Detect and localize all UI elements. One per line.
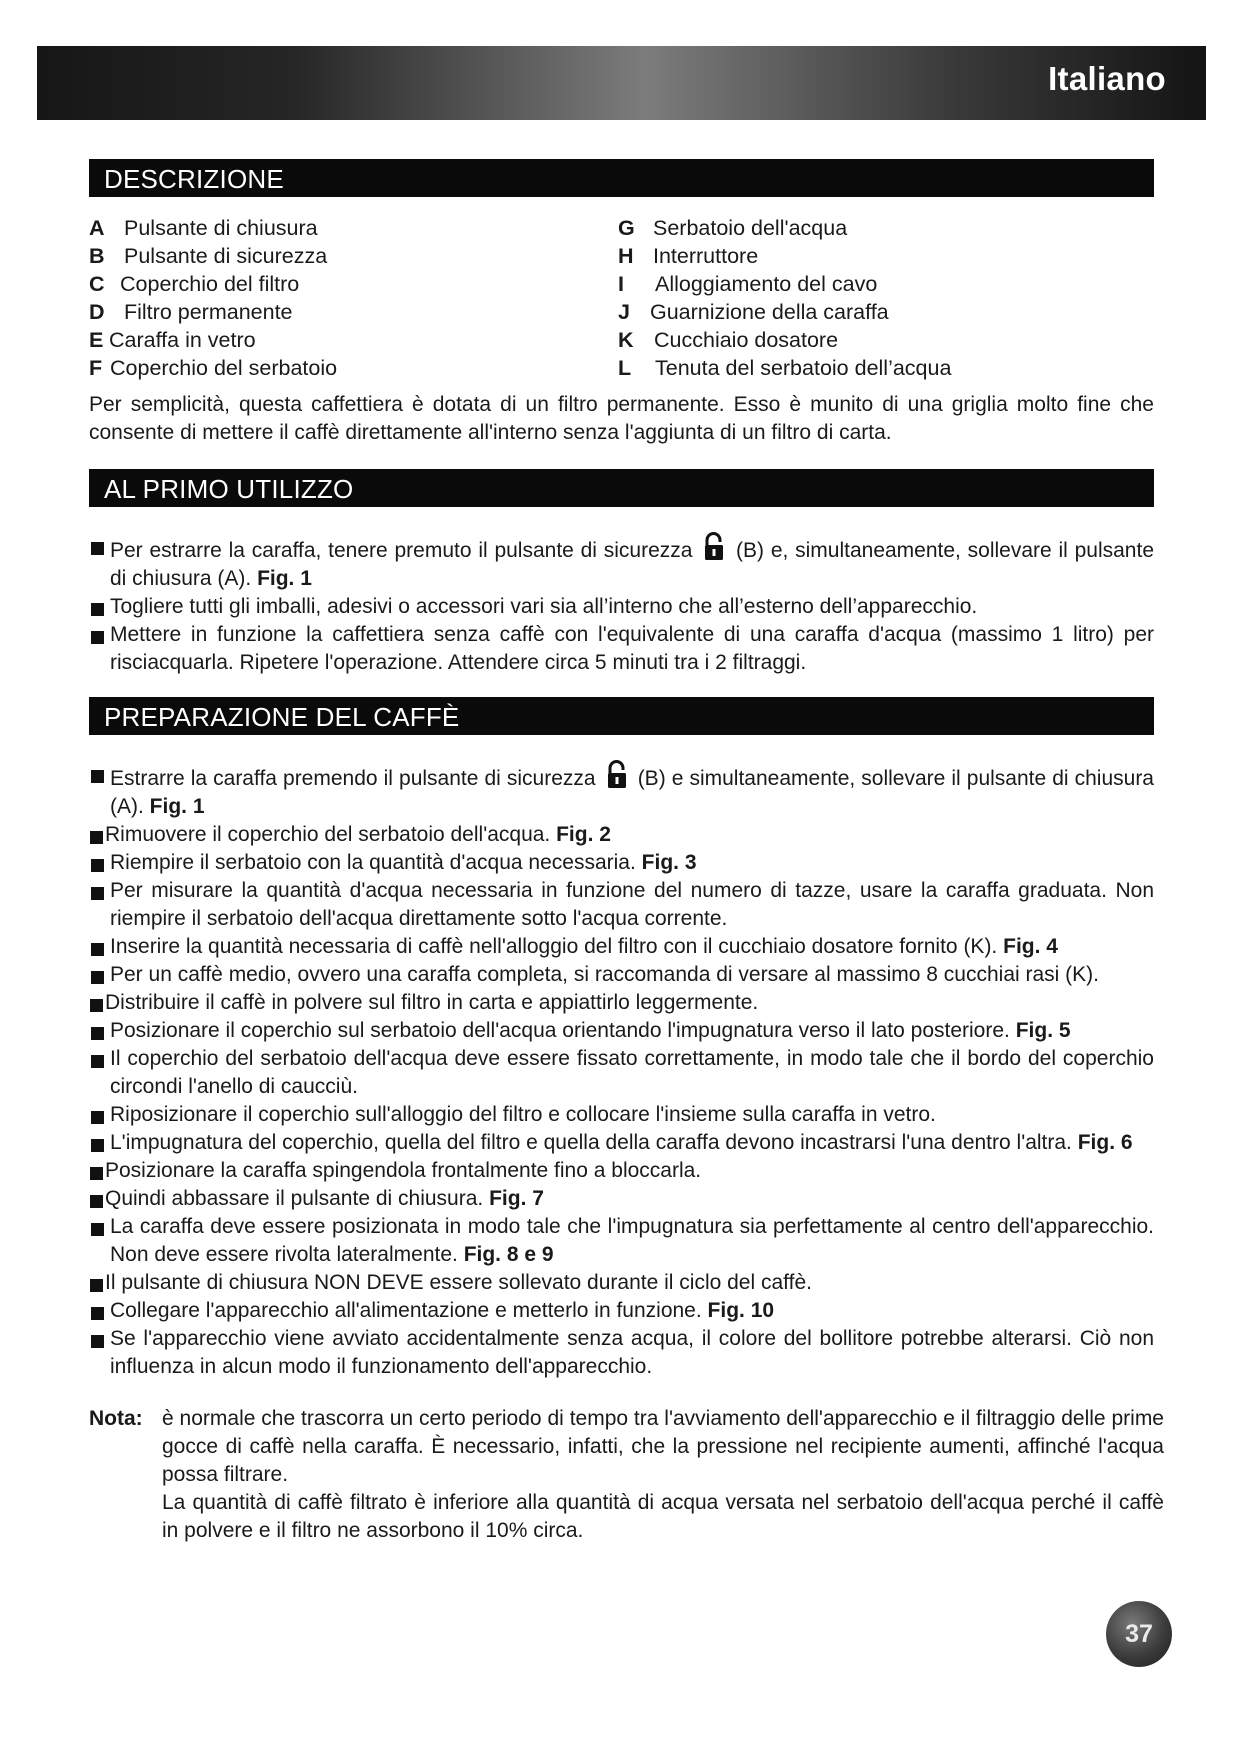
part-letter: I <box>618 272 624 296</box>
note-block <box>89 1405 1164 1545</box>
part-letter: C <box>89 272 105 296</box>
part-label: Serbatoio dell'acqua <box>653 216 848 240</box>
unlock-icon <box>703 532 725 562</box>
bullet-square <box>91 1111 104 1124</box>
bullet-square <box>90 999 103 1012</box>
bullet-square <box>91 1139 104 1152</box>
part-label: Tenuta del serbatoio dell’acqua <box>655 356 952 380</box>
list-item: Se l'apparecchio viene avviato accidentalmente senza acqua, il colore del bollitore potrebbe alterarsi. Ciò non influenza in alcun modo il funzionamento dell'apparecchio. <box>89 1325 1154 1381</box>
intro-paragraph: Per semplicità, questa caffettiera è dotata di un filtro permanente. Esso è munito di una griglia molto fine che consente di mettere il caffè direttamente all'interno senza l'aggiunta di un filtro di carta. <box>89 393 1154 444</box>
list-item: Estrarre la caraffa premendo il pulsante di sicurezza (B) e simultaneamente, sollevare il pulsante di chiusura (A). Fig. 1 <box>89 760 1154 821</box>
parts-list-right <box>618 214 951 382</box>
list-item: Riempire il serbatoio con la quantità d'acqua necessaria. Fig. 3 <box>89 849 1154 877</box>
part-item <box>618 242 951 270</box>
bullet-square <box>91 631 104 644</box>
list-item: Posizionare il coperchio sul serbatoio dell'acqua orientando l'impugnatura verso il lato posteriore. Fig. 5 <box>89 1017 1154 1045</box>
part-item <box>618 354 951 382</box>
page-number: 37 <box>1106 1601 1172 1667</box>
part-letter: G <box>618 216 635 240</box>
part-label: Alloggiamento del cavo <box>655 272 878 296</box>
bullet-square <box>90 1167 103 1180</box>
part-label: Coperchio del filtro <box>120 272 300 296</box>
part-item <box>89 214 337 242</box>
bullet-square <box>91 1055 104 1068</box>
figure-ref: Fig. 1 <box>149 795 205 818</box>
part-letter: H <box>618 244 634 268</box>
part-letter: F <box>89 356 103 380</box>
part-letter: L <box>618 356 632 380</box>
part-item <box>89 298 337 326</box>
bullet-square <box>91 859 104 872</box>
part-label: Coperchio del serbatoio <box>110 356 338 380</box>
note-body <box>162 1405 1164 1545</box>
list-item: Collegare l'apparecchio all'alimentazione e metterlo in funzione. Fig. 10 <box>89 1297 1154 1325</box>
list-item: Riposizionare il coperchio sull'alloggio del filtro e collocare l'insieme sulla caraffa in vetro. <box>89 1101 1154 1129</box>
note-text: è normale che trascorra un certo periodo di tempo tra l'avviamento dell'apparecchio e il filtraggio delle prime gocce di caffè nella caraffa. È necessario, infatti, che la pressione nel recipiente aumenti, affinché l'acqua possa filtrare. <box>162 1407 1164 1486</box>
list-item: Per estrarre la caraffa, tenere premuto il pulsante di sicurezza (B) e, simultaneamente, sollevare il pulsante di chiusura (A). Fig. 1 <box>89 532 1154 593</box>
list-item: Mettere in funzione la caffettiera senza caffè con l'equivalente di una caraffa d'acqua (massimo 1 litro) per risciacquarla. Ripetere l'operazione. Attendere circa 5 minuti tra i 2 filtraggi. <box>89 621 1154 677</box>
list-item: Togliere tutti gli imballi, adesivi o accessori vari sia all’interno che all’esterno dell’apparecchio. <box>89 593 1154 621</box>
part-letter: D <box>89 300 105 324</box>
preparazione-list <box>89 760 1154 1381</box>
part-item <box>89 354 337 382</box>
bullet-square <box>90 1195 103 1208</box>
bullet-square <box>91 1335 104 1348</box>
part-letter: B <box>89 244 105 268</box>
bullet-square <box>91 1223 104 1236</box>
bullet-square <box>91 542 104 555</box>
part-letter: E <box>89 328 104 352</box>
list-item: Il coperchio del serbatoio dell'acqua deve essere fissato correttamente, in modo tale che il bordo del coperchio circondi l'anello di caucciù. <box>89 1045 1154 1101</box>
figure-ref: Fig. 1 <box>257 567 312 590</box>
primo-utilizzo-list <box>89 532 1154 677</box>
section-title-preparazione: PREPARAZIONE DEL CAFFÈ <box>89 697 1154 735</box>
part-label: Interruttore <box>653 244 759 268</box>
bullet-square <box>91 887 104 900</box>
bullet-square <box>90 1279 103 1292</box>
list-item: L'impugnatura del coperchio, quella del filtro e quella della caraffa devono incastrarsi l'una dentro l'altra. Fig. 6 <box>89 1129 1154 1157</box>
bullet-square <box>91 603 104 616</box>
list-item: Rimuovere il coperchio del serbatoio dell'acqua. Fig. 2 <box>89 821 1154 849</box>
part-label: Pulsante di sicurezza <box>124 244 328 268</box>
bullet-square <box>91 1307 104 1320</box>
section-title-primo-utilizzo: AL PRIMO UTILIZZO <box>89 469 1154 507</box>
part-item <box>89 326 337 354</box>
language-label: Italiano <box>1048 60 1166 97</box>
list-item: Quindi abbassare il pulsante di chiusura. Fig. 7 <box>89 1185 1154 1213</box>
figure-ref: Fig. 8 e 9 <box>463 1243 554 1266</box>
list-item: Per misurare la quantità d'acqua necessaria in funzione del numero di tazze, usare la caraffa graduata. Non riempire il serbatoio dell'acqua direttamente sotto l'acqua corrente. <box>89 877 1154 933</box>
figure-ref: Fig. 4 <box>1003 935 1058 958</box>
list-item: Inserire la quantità necessaria di caffè nell'alloggio del filtro con il cucchiaio dosatore fornito (K). Fig. 4 <box>89 933 1154 961</box>
figure-ref: Fig. 3 <box>641 851 697 874</box>
part-label: Filtro permanente <box>124 300 293 324</box>
section-title-descrizione: DESCRIZIONE <box>89 159 1154 197</box>
list-item: La caraffa deve essere posizionata in modo tale che l'impugnatura sia perfettamente al centro dell'apparecchio. Non deve essere rivolta lateralmente. Fig. 8 e 9 <box>89 1213 1154 1269</box>
part-letter: A <box>89 216 105 240</box>
part-item <box>618 214 951 242</box>
bullet-square <box>91 971 104 984</box>
figure-ref: Fig. 2 <box>556 823 611 846</box>
part-item <box>618 298 951 326</box>
part-label: Pulsante di chiusura <box>124 216 318 240</box>
part-label: Cucchiaio dosatore <box>654 328 839 352</box>
figure-ref: Fig. 6 <box>1077 1131 1133 1154</box>
bullet-square <box>91 943 104 956</box>
figure-ref: Fig. 10 <box>707 1299 775 1322</box>
part-letter: K <box>618 328 634 352</box>
list-item: Distribuire il caffè in polvere sul filtro in carta e appiattirlo leggermente. <box>89 989 1154 1017</box>
part-item <box>89 270 337 298</box>
figure-ref: Fig. 5 <box>1015 1019 1071 1042</box>
unlock-icon <box>606 760 628 790</box>
part-label: Caraffa in vetro <box>109 328 256 352</box>
part-item <box>618 326 951 354</box>
note-label: Nota: <box>89 1407 143 1430</box>
bullet-square <box>91 1027 104 1040</box>
part-item <box>89 242 337 270</box>
bullet-square <box>90 831 103 844</box>
list-item: Posizionare la caraffa spingendola frontalmente fino a bloccarla. <box>89 1157 1154 1185</box>
part-label: Guarnizione della caraffa <box>650 300 889 324</box>
figure-ref: Fig. 7 <box>489 1187 544 1210</box>
list-item: Per un caffè medio, ovvero una caraffa completa, si raccomanda di versare al massimo 8 cucchiai rasi (K). <box>89 961 1154 989</box>
header-band <box>37 46 1206 120</box>
part-letter: J <box>618 300 630 324</box>
list-item: Il pulsante di chiusura NON DEVE essere sollevato durante il ciclo del caffè. <box>89 1269 1154 1297</box>
bullet-square <box>91 770 104 783</box>
note-text: La quantità di caffè filtrato è inferiore alla quantità di acqua versata nel serbatoio dell'acqua perché il caffè in polvere e il filtro ne assorbono il 10% circa. <box>162 1491 1164 1542</box>
parts-list-left <box>89 214 337 382</box>
part-item <box>618 270 951 298</box>
